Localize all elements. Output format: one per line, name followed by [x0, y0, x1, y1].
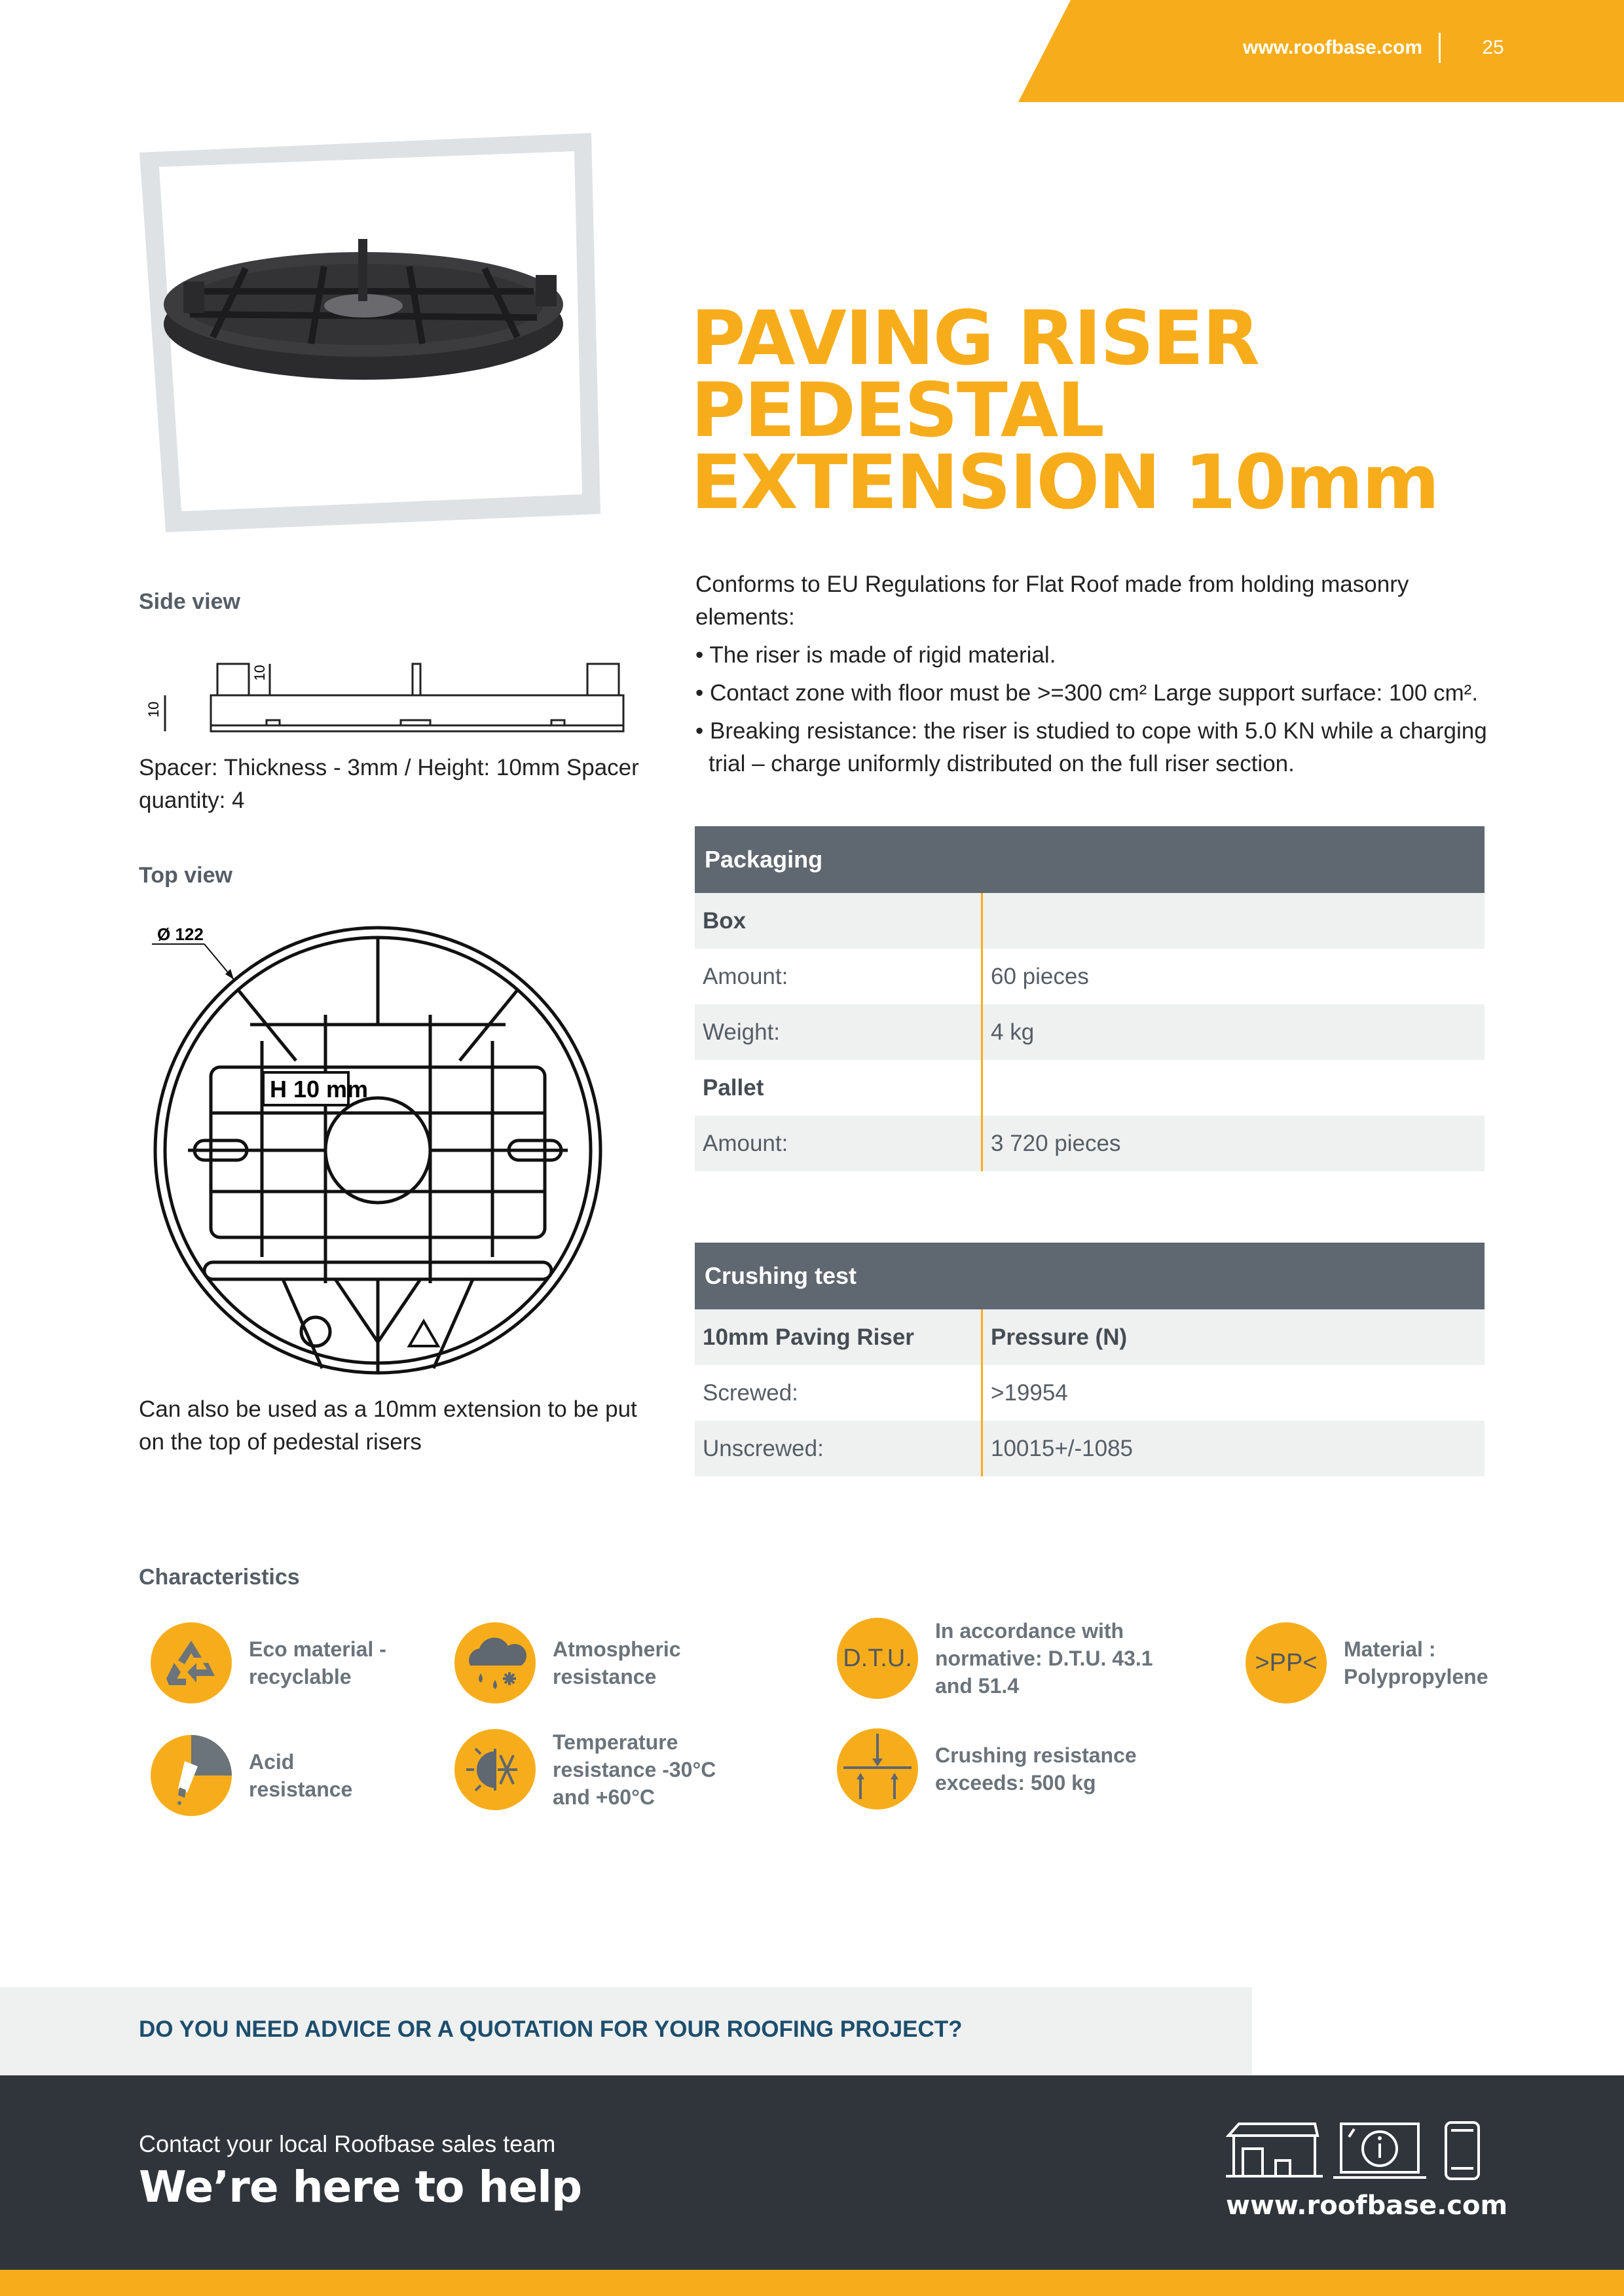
characteristic-label-line: resistance — [553, 1665, 657, 1688]
table-cell: Unscrewed: — [695, 1421, 983, 1476]
characteristic-item — [1246, 1622, 1488, 1704]
dtu-icon: D.T.U. — [837, 1618, 918, 1699]
side-dim-label-2: 10 — [145, 701, 162, 718]
table-cell: 10015+/-1085 — [991, 1436, 1134, 1461]
table-cell: Pallet — [695, 1060, 983, 1116]
table-row — [695, 949, 1485, 1004]
characteristic-label-line: and 51.4 — [935, 1674, 1020, 1698]
characteristic-label-line: exceeds: 500 kg — [935, 1771, 1096, 1795]
footer-url[interactable]: www.roofbase.com — [1226, 2191, 1508, 2221]
characteristic-item — [151, 1735, 352, 1816]
characteristics-heading: Characteristics — [139, 1565, 300, 1590]
characteristic-label-line: Crushing resistance — [935, 1743, 1137, 1767]
header-divider — [1439, 33, 1441, 63]
characteristic-item — [454, 1622, 681, 1704]
characteristic-label-line: and +60°C — [553, 1785, 655, 1809]
table-row — [695, 1309, 1485, 1365]
table-cell — [983, 893, 1485, 949]
table-row — [695, 1421, 1485, 1476]
title-line-1: PAVING RISER — [691, 295, 1259, 382]
height-label: H 10 mm — [270, 1076, 369, 1102]
crushing-table-title: Crushing test — [695, 1243, 1485, 1309]
characteristic-label-line: Eco material - — [249, 1637, 386, 1661]
page-number: 25 — [1482, 37, 1504, 58]
characteristic-item — [837, 1617, 1153, 1700]
title-line-2: PEDESTAL — [691, 367, 1103, 454]
phone-icon — [1446, 2123, 1479, 2179]
crushing-test-table — [695, 1243, 1485, 1476]
table-row — [695, 1365, 1485, 1421]
intro-bullet-2: • Contact zone with floor must be >=300 cm² Large support surface: 100 cm². — [695, 680, 1479, 706]
characteristic-label-line: Polypropylene — [1344, 1665, 1488, 1688]
top-view-heading: Top view — [139, 863, 232, 888]
characteristic-label-line: resistance — [249, 1777, 353, 1801]
intro-bullet-3: • Breaking resistance: the riser is studied to cope with 5.0 KN while a charging trial – charge uniformly distributed on the full riser section. — [695, 718, 1487, 776]
table-row — [695, 1060, 1485, 1116]
diameter-label: Ø 122 — [157, 924, 204, 944]
footer-headline: We’re here to help — [139, 2162, 582, 2212]
header-url[interactable]: www.roofbase.com — [1243, 37, 1422, 58]
packaging-table — [695, 826, 1485, 1171]
title-line-3: EXTENSION 10mm — [691, 439, 1439, 526]
table-cell: 3 720 pieces — [991, 1131, 1121, 1156]
side-view-drawing — [139, 655, 637, 743]
characteristic-label-line: Temperature — [553, 1730, 678, 1754]
recycle-icon — [151, 1622, 232, 1704]
table-cell — [983, 1060, 1485, 1116]
advice-text[interactable]: DO YOU NEED ADVICE OR A QUOTATION FOR YOUR ROOFING PROJECT? — [139, 2016, 963, 2042]
table-cell: Weight: — [695, 1004, 983, 1060]
side-dim-label-1: 10 — [251, 665, 268, 681]
table-row — [695, 893, 1485, 949]
footer-subtitle: Contact your local Roofbase sales team — [139, 2130, 556, 2157]
characteristic-label-line: Atmospheric — [553, 1637, 681, 1661]
characteristic-item — [837, 1728, 1137, 1810]
top-view-caption: Can also be used as a 10mm extension to be put on the top of pedestal risers — [139, 1396, 637, 1455]
crushing-icon — [837, 1728, 918, 1810]
intro-bullet-1: • The riser is made of rigid material. — [695, 642, 1056, 668]
weather-cloud-icon — [454, 1622, 536, 1704]
bottom-accent-bar — [0, 2270, 1624, 2296]
intro-text — [695, 568, 1501, 786]
characteristic-label-line: normative: D.T.U. 43.1 — [935, 1647, 1153, 1670]
characteristic-label-line: In accordance with — [935, 1619, 1124, 1643]
shop-icon — [1226, 2124, 1323, 2176]
table-cell: 4 kg — [991, 1019, 1035, 1045]
table-cell: Box — [695, 893, 983, 949]
packaging-table-title: Packaging — [695, 826, 1485, 893]
table-cell: >19954 — [991, 1380, 1068, 1406]
characteristic-label-line: Acid — [249, 1750, 295, 1774]
characteristic-label-line: resistance -30°C — [553, 1758, 716, 1781]
top-view-drawing — [139, 917, 610, 1394]
table-cell: Amount: — [695, 1116, 983, 1171]
side-view-caption: Spacer: Thickness - 3mm / Height: 10mm Spacer quantity: 4 — [139, 755, 639, 813]
table-cell: 10mm Paving Riser — [695, 1309, 983, 1365]
characteristic-item — [454, 1728, 716, 1811]
footer-contact-icons — [1226, 2120, 1488, 2185]
table-cell: 60 pieces — [991, 964, 1089, 989]
intro-lead: Conforms to EU Regulations for Flat Roof made from holding masonry elements: — [695, 572, 1409, 630]
acid-icon — [151, 1735, 232, 1816]
side-view-heading: Side view — [139, 589, 240, 614]
product-photo — [128, 128, 606, 534]
table-cell: Screwed: — [695, 1365, 983, 1421]
pp-icon: >PP< — [1246, 1622, 1327, 1704]
characteristic-label-line: recyclable — [249, 1665, 352, 1688]
table-cell: Amount: — [695, 949, 983, 1004]
temperature-icon — [454, 1729, 536, 1810]
table-row — [695, 1116, 1485, 1171]
characteristic-item — [151, 1622, 386, 1704]
table-row — [695, 1004, 1485, 1060]
characteristic-label-line: Material : — [1344, 1637, 1436, 1661]
page-title — [691, 295, 1542, 526]
laptop-info-icon — [1333, 2124, 1426, 2178]
table-cell: Pressure (N) — [991, 1324, 1128, 1350]
